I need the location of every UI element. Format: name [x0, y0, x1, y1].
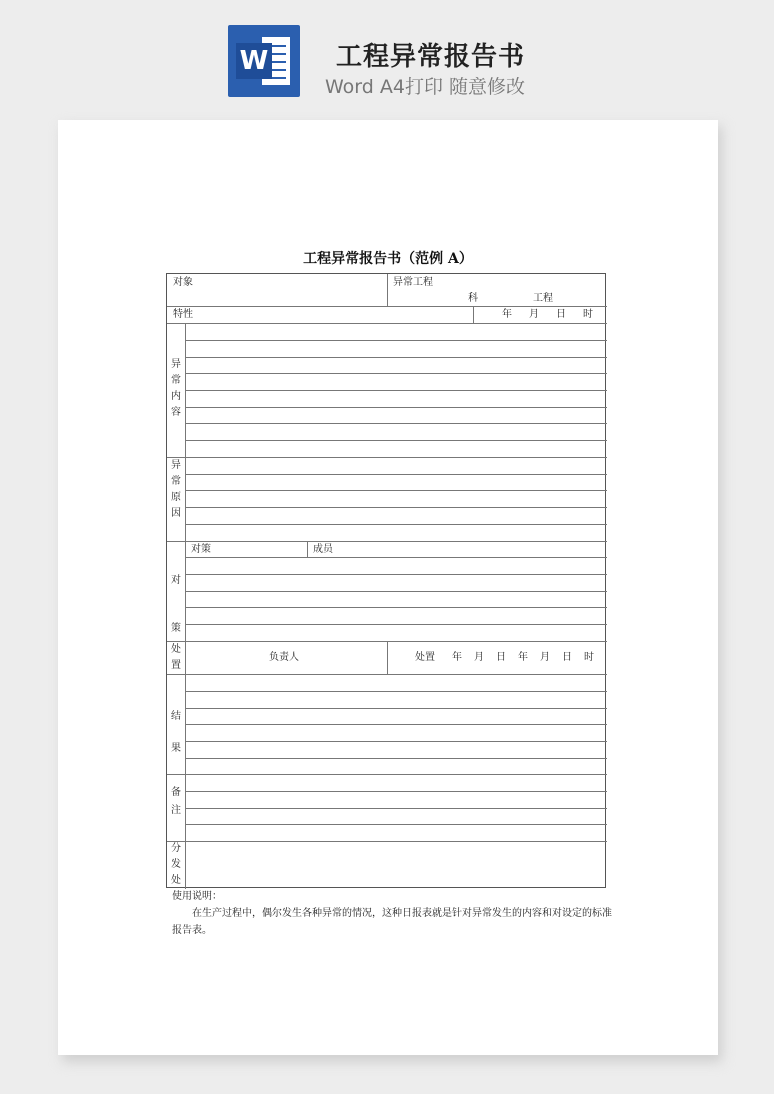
- member-column-label: 成员: [313, 544, 333, 555]
- notes-body: 在生产过程中，偶尔发生各种异常的情况，这种日报表就是针对异常发生的内容和对设定的标准报告表。: [172, 908, 612, 936]
- handling-label: 处置: [171, 644, 181, 671]
- usage-notes: [172, 888, 612, 939]
- handling-day2-label: 日: [562, 652, 572, 663]
- countermeasure-column-label: 对策: [191, 544, 211, 555]
- remarks-label: 备注: [171, 787, 181, 816]
- result-label: 结果: [171, 711, 181, 754]
- abnormal-content-label: 异常内容: [171, 359, 181, 418]
- date-day-label: 日: [556, 309, 566, 320]
- gongcheng-label: 工程: [533, 293, 553, 304]
- document-page: [58, 120, 718, 1055]
- word-app-icon: [228, 25, 300, 97]
- handling-hour-label: 时: [584, 652, 594, 663]
- banner: [0, 0, 774, 110]
- responsible-label: 负责人: [269, 652, 299, 663]
- distribution-label: 分发处: [171, 843, 181, 886]
- handling-month-label: 月: [474, 652, 484, 663]
- handling-day-label: 日: [496, 652, 506, 663]
- notes-heading: 使用说明：: [172, 891, 222, 902]
- ke-label: 科: [468, 293, 478, 304]
- banner-title: 工程异常报告书: [336, 42, 526, 72]
- date-month-label: 月: [529, 309, 539, 320]
- date-hour-label: 时: [583, 309, 593, 320]
- handling-date-label: 处置: [415, 652, 435, 663]
- document-title: 工程异常报告书（范例 A）: [303, 251, 473, 267]
- handling-year2-label: 年: [518, 652, 528, 663]
- date-year-label: 年: [502, 309, 512, 320]
- abnormal-process-label: 异常工程: [393, 277, 433, 288]
- handling-year-label: 年: [452, 652, 462, 663]
- banner-subtitle: Word A4打印 随意修改: [325, 76, 526, 98]
- handling-month2-label: 月: [540, 652, 550, 663]
- report-form: [166, 273, 606, 888]
- object-label: 对象: [173, 277, 193, 288]
- abnormal-cause-label: 异常原因: [171, 460, 181, 519]
- word-icon-letter: W: [236, 43, 272, 79]
- characteristic-label: 特性: [173, 309, 193, 320]
- countermeasure-label: 对策: [171, 575, 181, 634]
